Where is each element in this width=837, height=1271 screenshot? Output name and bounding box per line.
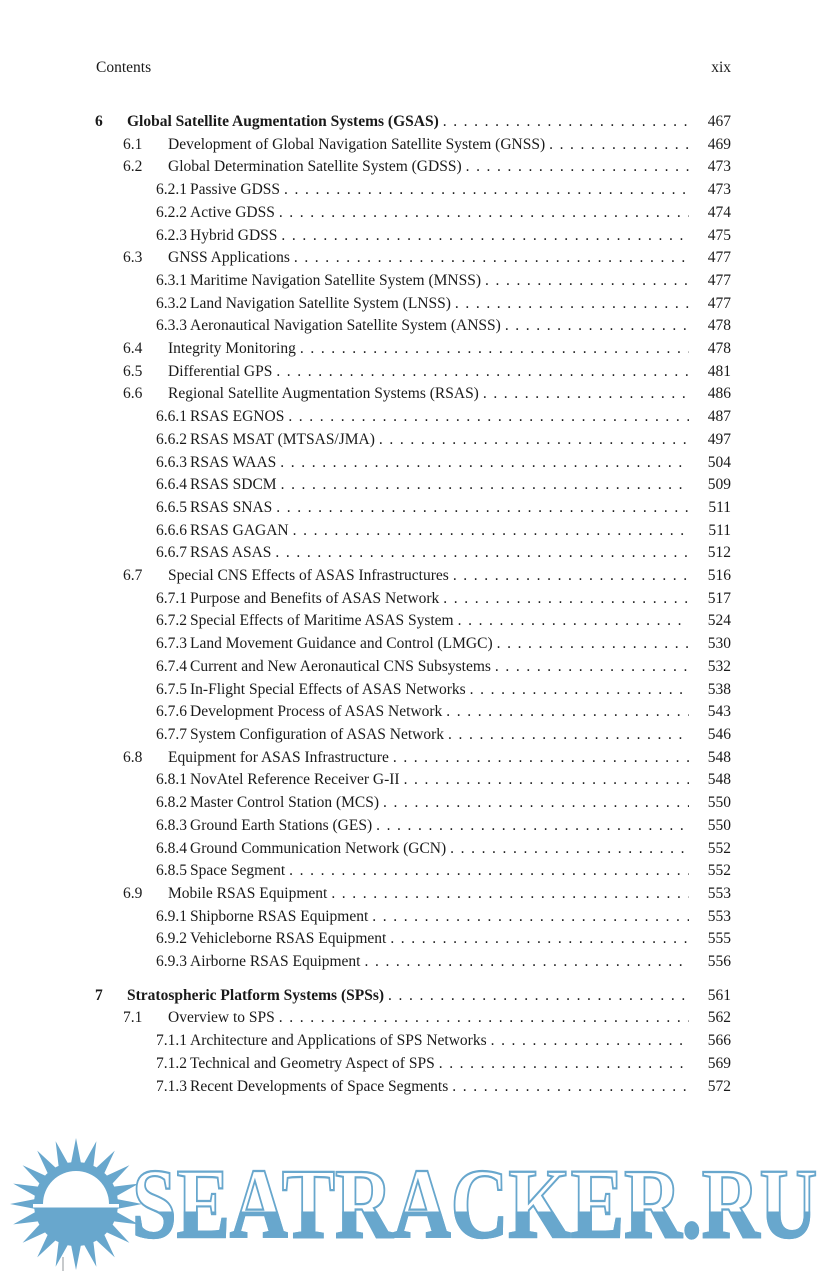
toc-entry-number: 6.6.1 xyxy=(156,408,187,426)
toc-entry-page: 562 xyxy=(707,1009,731,1027)
toc-entry-number: 6.7.3 xyxy=(156,635,187,653)
toc-entry-title: Integrity Monitoring xyxy=(168,340,296,358)
toc-entry-number: 7 xyxy=(95,986,103,1004)
toc-entry xyxy=(156,225,731,248)
toc-entry-page: 477 xyxy=(707,294,731,312)
dot-leader xyxy=(294,247,689,270)
toc-entry xyxy=(123,747,731,770)
toc-entry-page: 555 xyxy=(707,930,731,948)
toc-entry-title: Current and New Aeronautical CNS Subsystems xyxy=(190,657,491,675)
toc-entry-title: Differential GPS xyxy=(168,362,273,380)
toc-entry-title: RSAS WAAS xyxy=(190,453,277,471)
toc-entry-page: 473 xyxy=(707,158,731,176)
toc-entry-title: Airborne RSAS Equipment xyxy=(190,953,361,971)
watermark-text: SEATRACKER.RU xyxy=(132,1134,817,1271)
toc-entry-title: Ground Earth Stations (GES) xyxy=(190,816,373,834)
toc-entry-page: 511 xyxy=(708,498,731,516)
toc-entry-page: 509 xyxy=(707,476,731,494)
toc-entry-title: Mobile RSAS Equipment xyxy=(168,884,328,902)
running-header xyxy=(96,59,731,77)
dot-leader xyxy=(279,1007,689,1030)
toc-entry-number: 6.9.2 xyxy=(156,930,187,948)
dot-leader xyxy=(281,225,689,248)
toc-entry-title: Land Movement Guidance and Control (LMGC) xyxy=(190,635,493,653)
toc-entry xyxy=(156,928,731,951)
toc-entry-page: 556 xyxy=(707,953,731,971)
toc-entry-title: RSAS SDCM xyxy=(190,476,277,494)
toc-entry-page: 511 xyxy=(708,521,731,539)
toc-entry-page: 524 xyxy=(707,612,731,630)
toc-entry-page: 504 xyxy=(707,453,731,471)
toc-entry xyxy=(156,179,731,202)
dot-leader xyxy=(466,156,689,179)
toc-entry xyxy=(123,383,731,406)
toc-entry-number: 6.3.2 xyxy=(156,294,187,312)
toc-entry xyxy=(156,633,731,656)
toc-entry xyxy=(156,429,731,452)
toc-entry-number: 6.6.7 xyxy=(156,544,187,562)
toc-entry-page: 473 xyxy=(707,181,731,199)
dot-leader xyxy=(439,1053,689,1076)
toc-entry-page: 486 xyxy=(707,385,731,403)
dot-leader xyxy=(379,429,689,452)
dot-leader xyxy=(458,610,689,633)
toc-entry-title: Vehicleborne RSAS Equipment xyxy=(190,930,387,948)
dot-leader xyxy=(483,383,689,406)
toc-entry xyxy=(123,883,731,906)
toc-entry-number: 6.2.1 xyxy=(156,181,187,199)
toc-entry-title: Special Effects of Maritime ASAS System xyxy=(190,612,454,630)
dot-leader xyxy=(452,1076,689,1099)
dot-leader xyxy=(450,838,689,861)
toc-entry-page: 481 xyxy=(707,362,731,380)
toc-entry-page: 477 xyxy=(707,271,731,289)
toc-entry xyxy=(156,588,731,611)
toc-entry-title: Architecture and Applications of SPS Networks xyxy=(190,1032,487,1050)
toc-entry-page: 553 xyxy=(707,884,731,902)
toc-entry-page: 553 xyxy=(707,907,731,925)
toc-entry-page: 478 xyxy=(707,340,731,358)
dot-leader xyxy=(289,860,689,883)
toc-entry-page: 467 xyxy=(707,113,731,130)
dot-leader xyxy=(495,656,689,679)
toc-entry xyxy=(156,520,731,543)
toc-entry-title: Special CNS Effects of ASAS Infrastructures xyxy=(168,567,449,585)
toc-entry-number: 7.1.3 xyxy=(156,1077,187,1095)
toc-entry-title: Land Navigation Satellite System (LNSS) xyxy=(190,294,451,312)
toc-entry-title: Regional Satellite Augmentation Systems (RSAS) xyxy=(168,385,479,403)
toc-entry-title: Technical and Geometry Aspect of SPS xyxy=(190,1054,435,1072)
toc-entry xyxy=(156,1030,731,1053)
toc-entry-title: RSAS MSAT (MTSAS/JMA) xyxy=(190,430,375,448)
toc-entry-title: Aeronautical Navigation Satellite System (ANSS) xyxy=(190,317,501,335)
toc-entry xyxy=(123,565,731,588)
toc-entry xyxy=(156,202,731,225)
toc-entry-page: 477 xyxy=(707,249,731,267)
dot-leader xyxy=(448,724,689,747)
dot-leader xyxy=(279,202,689,225)
toc-entry xyxy=(156,315,731,338)
toc-entry-title: Passive GDSS xyxy=(190,181,281,199)
toc-entry-page: 475 xyxy=(707,226,731,244)
toc-entry xyxy=(156,701,731,724)
toc-entry-number: 6.9.3 xyxy=(156,953,187,971)
dot-leader xyxy=(376,815,689,838)
toc-entry-number: 6.3.3 xyxy=(156,317,187,335)
dot-leader xyxy=(446,701,689,724)
toc-entry-number: 6.5 xyxy=(123,362,143,380)
toc-entry-title: Maritime Navigation Satellite System (MNSS) xyxy=(190,271,482,289)
dot-leader xyxy=(388,985,689,1008)
scan-artifact xyxy=(62,1257,64,1271)
toc-entry-number: 6.2 xyxy=(123,158,143,176)
toc-entry xyxy=(123,361,731,384)
toc-entry-page: 478 xyxy=(707,317,731,335)
toc-entry xyxy=(123,338,731,361)
dot-leader xyxy=(491,1030,689,1053)
toc-entry-page: 550 xyxy=(707,794,731,812)
toc-entry-number: 6.8.4 xyxy=(156,839,187,857)
toc-entry xyxy=(156,769,731,792)
toc-entry-page: 530 xyxy=(707,635,731,653)
toc-entry xyxy=(156,270,731,293)
toc-entry-page: 512 xyxy=(707,544,731,562)
toc-entry xyxy=(156,906,731,929)
toc-entry-page: 552 xyxy=(707,839,731,857)
toc-entry-title: RSAS EGNOS xyxy=(190,408,285,426)
toc-entry-title: Shipborne RSAS Equipment xyxy=(190,907,369,925)
dot-leader xyxy=(497,633,689,656)
toc-entry-title: Equipment for ASAS Infrastructure xyxy=(168,748,389,766)
toc-entry xyxy=(156,610,731,633)
sun-over-sea-icon xyxy=(6,1134,146,1271)
toc-entry xyxy=(156,474,731,497)
toc-entry xyxy=(95,985,731,1008)
toc-entry xyxy=(156,860,731,883)
toc-entry-title: Purpose and Benefits of ASAS Network xyxy=(190,589,440,607)
toc-entry xyxy=(156,1076,731,1099)
dot-leader xyxy=(281,474,689,497)
toc-entry xyxy=(156,656,731,679)
toc-entry-title: Overview to SPS xyxy=(168,1009,275,1027)
running-head-title: Contents xyxy=(96,59,152,76)
table-of-contents xyxy=(95,111,731,1098)
toc-entry-number: 6.7.6 xyxy=(156,703,187,721)
toc-entry-title: RSAS SNAS xyxy=(190,498,273,516)
toc-entry xyxy=(156,724,731,747)
dot-leader xyxy=(404,769,689,792)
toc-entry-title: Development Process of ASAS Network xyxy=(190,703,443,721)
dot-leader xyxy=(383,792,689,815)
toc-entry xyxy=(156,542,731,565)
toc-entry-number: 6.6.2 xyxy=(156,430,187,448)
toc-entry xyxy=(156,452,731,475)
toc-entry-number: 6.4 xyxy=(123,340,143,358)
toc-entry-page: 561 xyxy=(707,986,731,1004)
toc-entry-number: 6.7.4 xyxy=(156,657,187,675)
toc-entry-title: Space Segment xyxy=(190,862,286,880)
toc-entry-title: Development of Global Navigation Satellite System (GNSS) xyxy=(168,135,546,153)
toc-entry-page: 532 xyxy=(707,657,731,675)
dot-leader xyxy=(276,497,689,520)
toc-entry-page: 546 xyxy=(707,725,731,743)
toc-entry-number: 6.3.1 xyxy=(156,271,187,289)
toc-entry xyxy=(156,679,731,702)
toc-entry-page: 572 xyxy=(707,1077,731,1095)
toc-entry xyxy=(123,1007,731,1030)
dot-leader xyxy=(288,406,689,429)
toc-entry xyxy=(156,815,731,838)
toc-entry-page: 516 xyxy=(707,567,731,585)
toc-entry-title: Hybrid GDSS xyxy=(190,226,278,244)
toc-entry xyxy=(156,406,731,429)
toc-entry-title: Global Determination Satellite System (GDSS) xyxy=(168,158,462,176)
toc-entry xyxy=(156,792,731,815)
dot-leader xyxy=(293,520,689,543)
toc-entry-number: 6.1 xyxy=(123,135,143,153)
dot-leader xyxy=(275,542,689,565)
toc-entry-page: 538 xyxy=(707,680,731,698)
toc-entry-title: Stratospheric Platform Systems (SPSs) xyxy=(127,986,385,1004)
toc-entry-number: 6.8.2 xyxy=(156,794,187,812)
toc-entry-page: 543 xyxy=(707,703,731,721)
toc-entry-title: Master Control Station (MCS) xyxy=(190,794,380,812)
dot-leader xyxy=(276,361,689,384)
watermark xyxy=(0,1134,837,1271)
toc-entry-title: Recent Developments of Space Segments xyxy=(190,1077,449,1095)
toc-entry-number: 6.6.5 xyxy=(156,498,187,516)
toc-entry-title: NovAtel Reference Receiver G-II xyxy=(190,771,400,789)
toc-entry-title: Global Satellite Augmentation Systems (GSAS) xyxy=(127,113,439,130)
toc-entry-number: 6.7 xyxy=(123,567,143,585)
dot-leader xyxy=(300,338,689,361)
toc-entry-number: 6.8 xyxy=(123,748,143,766)
toc-entry-page: 497 xyxy=(707,430,731,448)
toc-entry-number: 6.8.1 xyxy=(156,771,187,789)
toc-entry-number: 6.2.2 xyxy=(156,203,187,221)
toc-entry-page: 517 xyxy=(707,589,731,607)
toc-entry-number: 6.7.2 xyxy=(156,612,187,630)
toc-entry-page: 474 xyxy=(707,203,731,221)
dot-leader xyxy=(443,588,689,611)
dot-leader xyxy=(372,906,689,929)
toc-entry-page: 550 xyxy=(707,816,731,834)
toc-entry-number: 7.1 xyxy=(123,1009,143,1027)
toc-entry-title: Active GDSS xyxy=(190,203,275,221)
toc-entry-number: 6.3 xyxy=(123,249,143,267)
dot-leader xyxy=(485,270,689,293)
dot-leader xyxy=(331,883,689,906)
toc-entry xyxy=(156,838,731,861)
toc-entry-number: 7.1.2 xyxy=(156,1054,187,1072)
toc-entry-page: 548 xyxy=(707,771,731,789)
toc-entry-number: 6.7.7 xyxy=(156,725,187,743)
toc-entry xyxy=(156,951,731,974)
toc-entry-number: 6.7.1 xyxy=(156,589,187,607)
dot-leader xyxy=(393,747,689,770)
toc-entry xyxy=(123,247,731,270)
toc-entry-number: 6.8.5 xyxy=(156,862,187,880)
page-number-roman: xix xyxy=(711,59,731,76)
toc-entry-title: Ground Communication Network (GCN) xyxy=(190,839,447,857)
toc-entry-title: RSAS ASAS xyxy=(190,544,272,562)
dot-leader xyxy=(280,452,689,475)
toc-entry xyxy=(123,156,731,179)
toc-entry-page: 548 xyxy=(707,748,731,766)
toc-entry-number: 6 xyxy=(95,113,103,130)
toc-entry-number: 6.2.3 xyxy=(156,226,187,244)
toc-entry-title: System Configuration of ASAS Network xyxy=(190,725,445,743)
toc-entry-number: 6.7.5 xyxy=(156,680,187,698)
toc-entry-number: 6.6.6 xyxy=(156,521,187,539)
toc-entry-page: 487 xyxy=(707,408,731,426)
toc-entry xyxy=(156,497,731,520)
toc-entry-page: 569 xyxy=(707,1054,731,1072)
toc-entry-number: 7.1.1 xyxy=(156,1032,187,1050)
dot-leader xyxy=(390,928,689,951)
toc-entry xyxy=(156,1053,731,1076)
dot-leader xyxy=(453,565,689,588)
toc-entry-number: 6.6.4 xyxy=(156,476,187,494)
dot-leader xyxy=(365,951,690,974)
dot-leader xyxy=(443,111,689,134)
toc-entry-page: 566 xyxy=(707,1032,731,1050)
dot-leader xyxy=(505,315,689,338)
toc-entry-number: 6.8.3 xyxy=(156,816,187,834)
toc-entry-number: 6.9.1 xyxy=(156,907,187,925)
toc-entry-title: RSAS GAGAN xyxy=(190,521,289,539)
dot-leader xyxy=(470,679,689,702)
toc-entry xyxy=(95,111,731,134)
dot-leader xyxy=(455,293,689,316)
toc-entry-title: In-Flight Special Effects of ASAS Networks xyxy=(190,680,466,698)
toc-entry-number: 6.6.3 xyxy=(156,453,187,471)
toc-entry-number: 6.9 xyxy=(123,884,143,902)
toc-entry-title: GNSS Applications xyxy=(168,249,290,267)
toc-entry-number: 6.6 xyxy=(123,385,143,403)
toc-entry-page: 552 xyxy=(707,862,731,880)
dot-leader xyxy=(284,179,689,202)
dot-leader xyxy=(549,134,689,157)
toc-entry xyxy=(123,134,731,157)
toc-entry-page: 469 xyxy=(707,135,731,153)
toc-entry xyxy=(156,293,731,316)
